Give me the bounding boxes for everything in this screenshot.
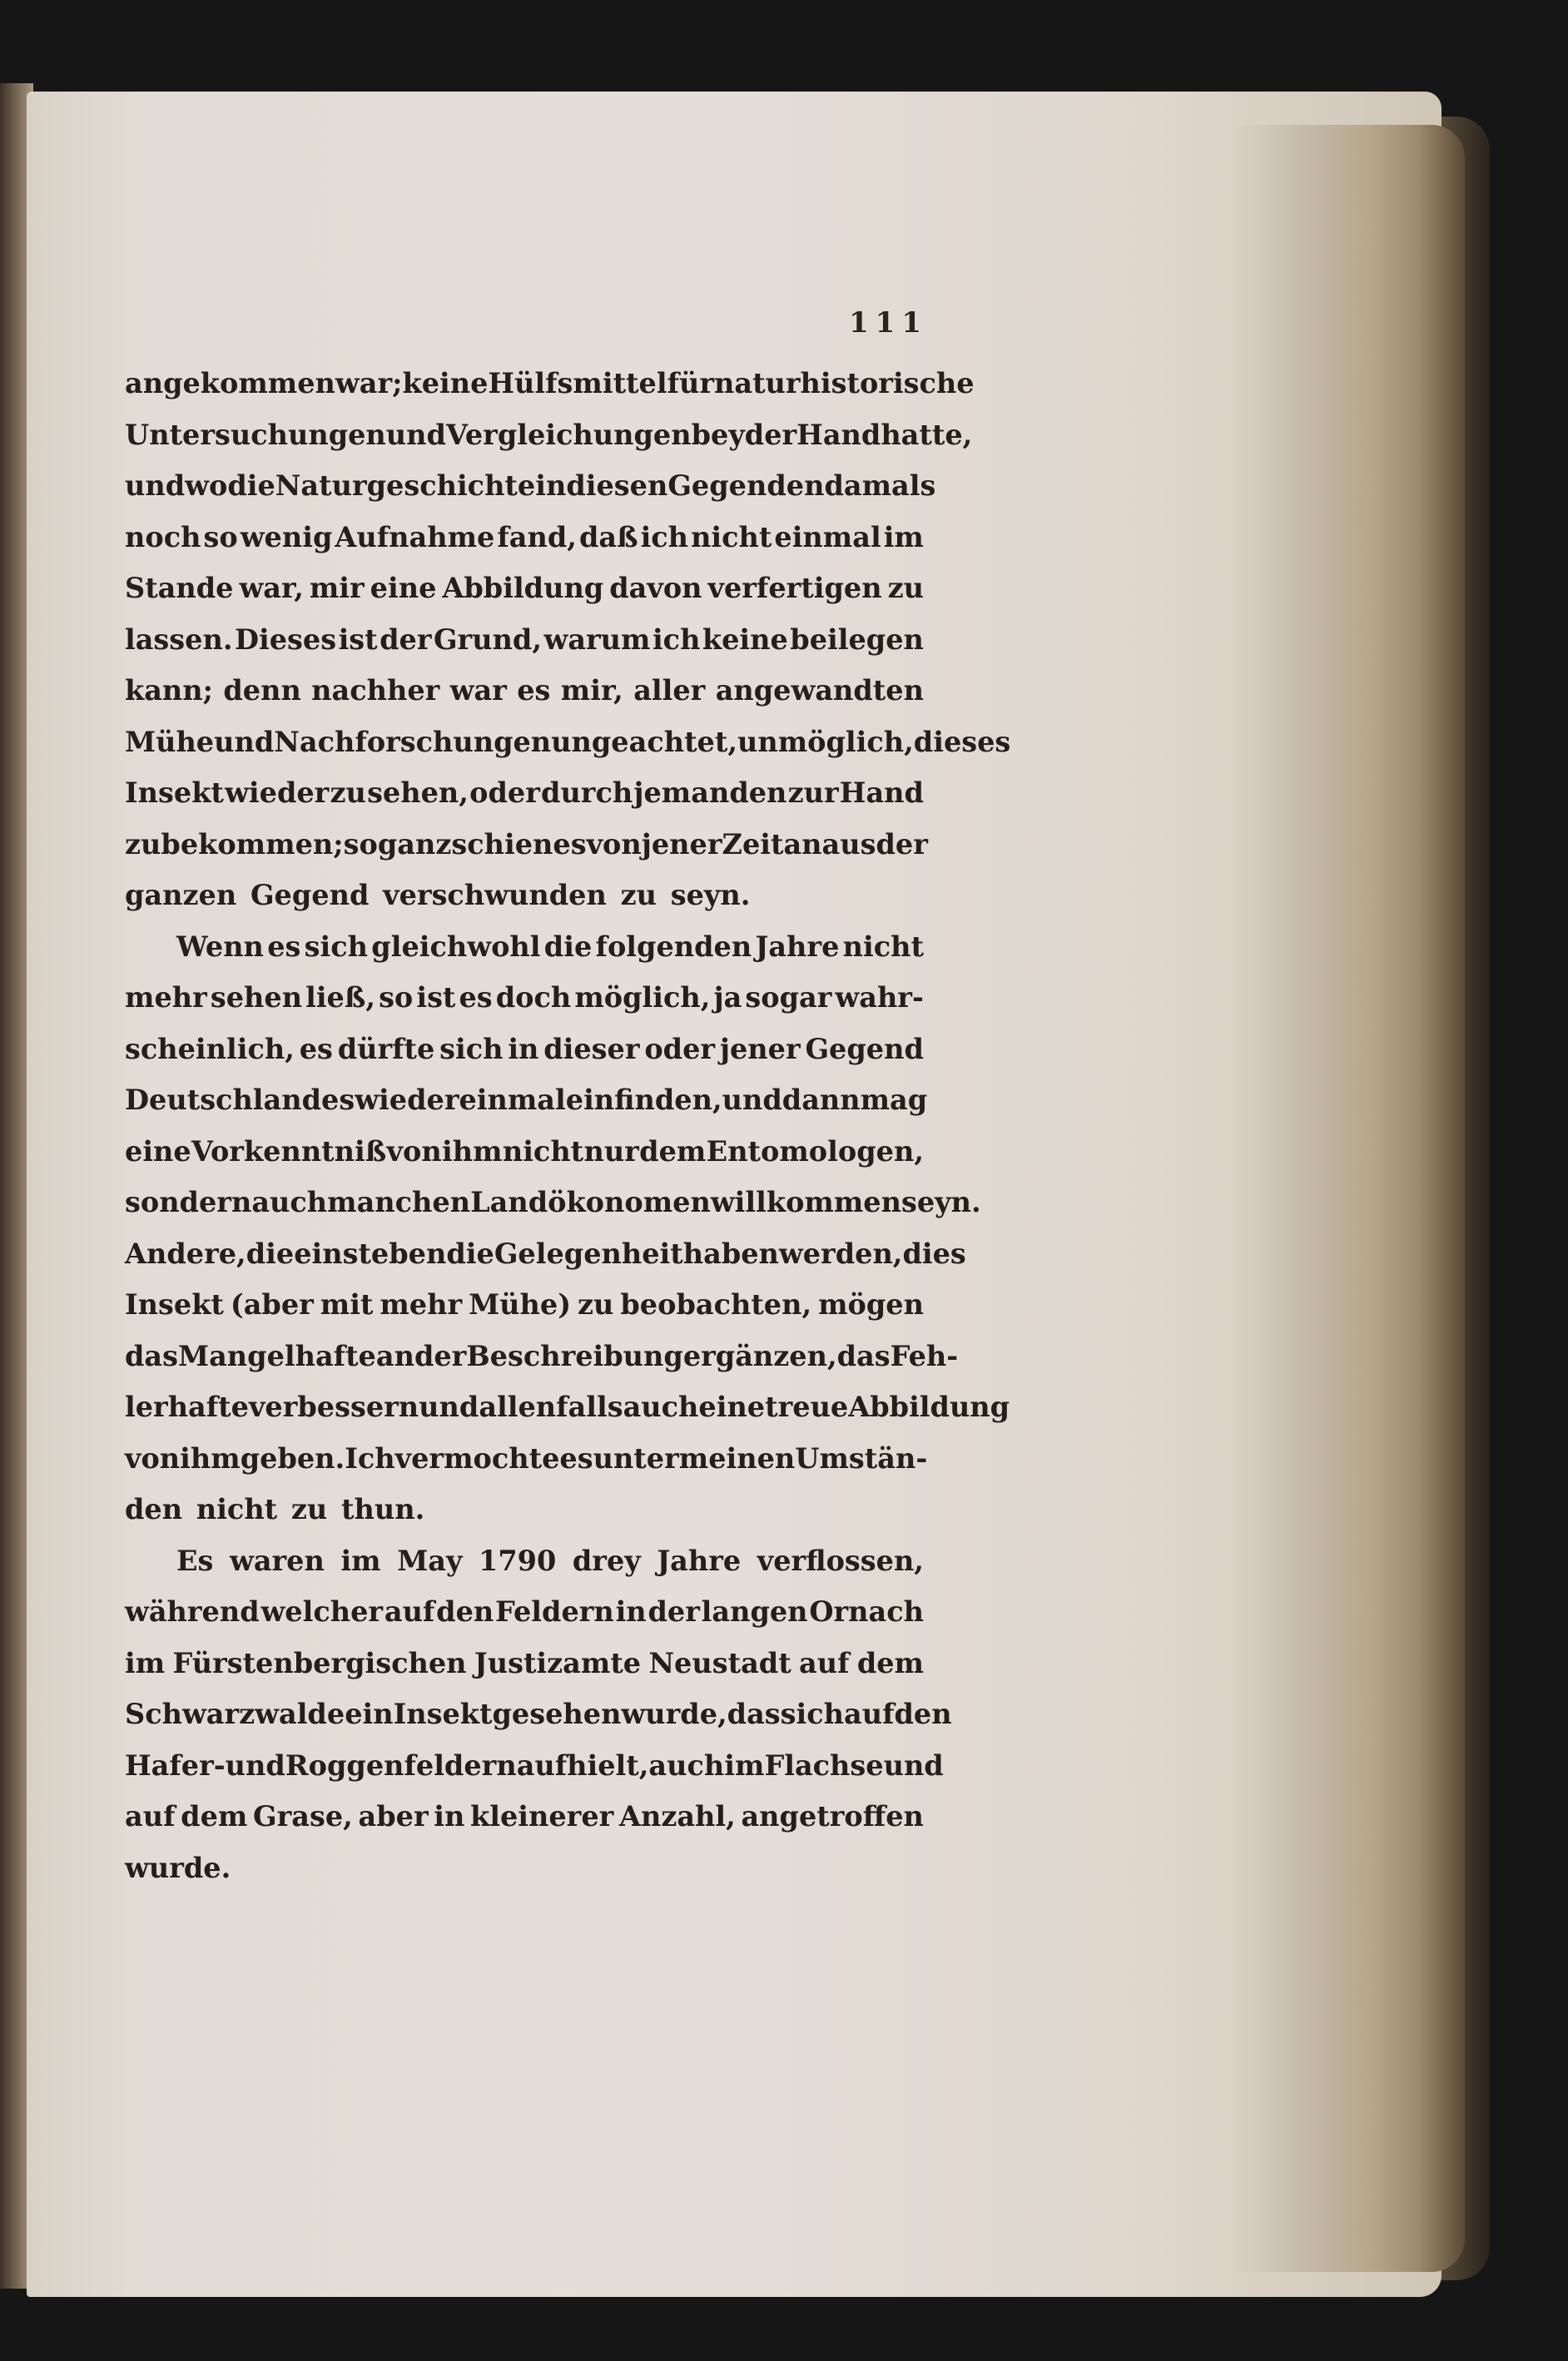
text-line: zu bekommen; so ganz schien es von jener Zeit an aus der: [125, 827, 928, 861]
text-line: Hafer- und Roggenfeldern aufhielt, auch im Flachse und: [125, 1748, 944, 1782]
text-line: sondern auch manchen Landökonomen willkommen seyn.: [125, 1186, 981, 1218]
text-line: Mühe und Nachforschungen ungeachtet, unmöglich, dieses: [125, 725, 1011, 758]
text-line: Andere, die einst eben die Gelegenheit haben werden, dies: [125, 1237, 966, 1270]
text-line: scheinlich, es dürfte sich in dieser oder jener Gegend: [125, 1032, 924, 1065]
text-line: während welcher auf den Feldern in der langen Ornach: [125, 1595, 924, 1628]
text-line: ganzen Gegend verschwunden zu seyn.: [125, 879, 751, 911]
text-line: noch so wenig Aufnahme fand, daß ich nicht einmal im: [125, 520, 924, 553]
text-line: Es waren im May 1790 drey Jahre verflossen,: [176, 1544, 924, 1577]
text-line: und wo die Naturgeschichte in diesen Gegenden damals: [125, 469, 936, 502]
text-line: das Mangelhafte an der Beschreibung ergänzen, das Feh-: [125, 1339, 959, 1372]
text-line: Stande war, mir eine Abbildung davon verfertigen zu: [125, 572, 924, 604]
text-line: im Fürstenbergischen Justizamte Neustadt auf dem: [125, 1646, 924, 1679]
text-line: von ihm geben. Ich vermochte es unter meinen Umstän-: [125, 1441, 928, 1475]
text-line: mehr sehen ließ, so ist es doch möglich, ja sogar wahr-: [125, 981, 924, 1014]
body-text: [125, 358, 1011, 1893]
text-line: lerhafte verbessern und allenfalls auch eine treue Abbildung: [125, 1391, 1010, 1423]
text-line: auf dem Grase, aber in kleinerer Anzahl, angetroffen: [125, 1800, 924, 1833]
text-line: lassen. Dieses ist der Grund, warum ich keine beilegen: [125, 622, 924, 656]
text-line: eine Vorkenntniß von ihm nicht nur dem Entomologen,: [125, 1134, 924, 1168]
text-line: Deutschlandes wieder einmal einfinden, und dann mag: [125, 1084, 928, 1116]
page-number: 111: [849, 306, 928, 340]
text-line: den nicht zu thun.: [125, 1493, 425, 1525]
text-line: Schwarzwalde ein Insekt gesehen wurde, das sich auf den: [125, 1698, 952, 1730]
text-line: Wenn es sich gleichwohl die folgenden Jahre nicht: [176, 930, 924, 963]
text-line: kann; denn nachher war es mir, aller angewandten: [125, 674, 924, 707]
text-line: wurde.: [125, 1851, 231, 1884]
text-line: Insekt (aber mit mehr Mühe) zu beobachten, mögen: [125, 1288, 924, 1321]
text-line: Insekt wieder zu sehen, oder durch jemanden zur Hand: [125, 776, 924, 809]
text-line: angekommen war; keine Hülfsmittel für naturhistorische: [125, 367, 975, 399]
worn-page-edge: [1232, 125, 1465, 2272]
text-line: Untersuchungen und Vergleichungen bey der Hand hatte,: [125, 418, 973, 451]
